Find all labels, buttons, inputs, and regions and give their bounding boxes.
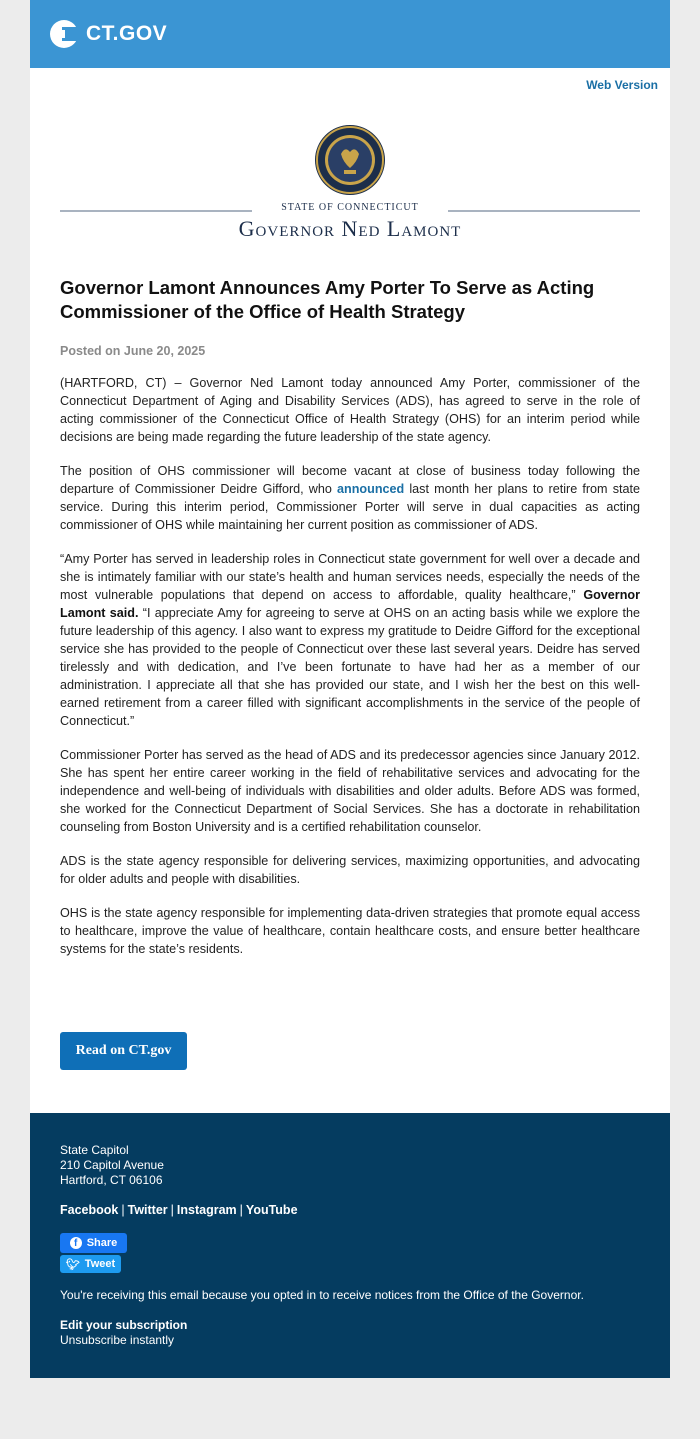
paragraph-1: (HARTFORD, CT) – Governor Ned Lamont today announced Amy Porter, commissioner of the Connecticut Department of Aging and Disability Services (ADS), has agreed to serve in the role of acting commissioner of the Connecticut Office of Health Strategy (OHS) for an interim period while decisions are being made regarding the future leadership of the state agency.: [60, 376, 640, 444]
banner-governor-name: Governor Ned Lamont: [238, 216, 462, 241]
posted-date: Posted on June 20, 2025: [60, 344, 206, 358]
banner-state-text: STATE OF CONNECTICUT: [281, 202, 419, 213]
ct-logo-text[interactable]: CT.GOV: [86, 22, 168, 45]
article-body: [60, 374, 640, 974]
facebook-icon: f: [70, 1237, 82, 1249]
tweet-button[interactable]: 🐦︎ Tweet: [60, 1255, 121, 1273]
unsubscribe-link[interactable]: Unsubscribe instantly: [60, 1333, 175, 1347]
opt-in-notice: You're receiving this email because you opted in to receive notices from the Office of the Governor.: [60, 1288, 584, 1302]
edit-subscription-link[interactable]: Edit your subscription: [60, 1318, 188, 1332]
paragraph-5: ADS is the state agency responsible for delivering services, maximizing opportunities, and advocating for older adults and people with disabilities.: [60, 854, 640, 886]
read-on-ctgov-button[interactable]: Read on CT.gov: [60, 1032, 187, 1070]
twitter-link[interactable]: Twitter: [127, 1203, 168, 1217]
email-container: [30, 0, 670, 1378]
web-version-link[interactable]: Web Version: [586, 78, 658, 92]
paragraph-4: Commissioner Porter has served as the head of ADS and its predecessor agencies since January 2012. She has spent her entire career working in the field of rehabilitative services and advocating for the independence and well-being of individuals with disabilities and older adults. Before ADS was formed, she worked for the Connecticut Department of Social Services. She has a doctorate in rehabilitation counseling from Boston University and is a certified rehabilitation counselor.: [60, 748, 640, 834]
address-block: State Capitol 210 Capitol Avenue Hartford, CT 06106: [60, 1143, 164, 1187]
governor-banner: [60, 202, 640, 242]
youtube-link[interactable]: YouTube: [245, 1203, 298, 1217]
quote-attribution: Governor Lamont said.: [60, 588, 640, 620]
announced-link[interactable]: announced: [337, 482, 405, 496]
facebook-link[interactable]: Facebook: [60, 1203, 119, 1217]
footer: [30, 1113, 670, 1378]
social-links: Facebook | Twitter | Instagram | YouTube: [60, 1203, 298, 1217]
twitter-bird-icon: 🐦︎: [65, 1258, 80, 1271]
paragraph-2: The position of OHS commissioner will become vacant at close of business today following the departure of Commissioner Deidre Gifford, who announced last month her plans to retire from state service. During this interim period, Commissioner Porter will serve in dual capacities as acting commissioner of OHS while maintaining her current position as commissioner of ADS.: [60, 464, 640, 532]
governor-seal-icon: [314, 124, 386, 196]
instagram-link[interactable]: Instagram: [176, 1203, 237, 1217]
facebook-share-button[interactable]: f Share: [60, 1233, 127, 1253]
article-content: [30, 68, 670, 1113]
ct-logo-icon[interactable]: [50, 20, 78, 48]
paragraph-3: “Amy Porter has served in leadership roles in Connecticut state government for well over a decade and she is intimately familiar with our state’s health and human services needs, especially the needs of the most vulnerable populations that depend on access to affordable, quality healthcare,” Governor Lamont said. “I appreciate Amy for agreeing to serve at OHS on an acting basis while we explore the future leadership of this agency. I also want to express my gratitude to Deidre Gifford for the exceptional service she has provided to the people of Connecticut over these last several years. Deidre has served tirelessly and with dedication, and I’ve been fortunate to have had her as a member of our administration. I appreciate all that she has provided our state, and I wish her the best on this well-earned retirement from a career filled with significant accomplishments in the service of the people of Connecticut.”: [60, 552, 641, 728]
paragraph-6: OHS is the state agency responsible for implementing data-driven strategies that promote equal access to healthcare, improve the value of healthcare, contain healthcare costs, and ensure better healthcare systems for the state’s residents.: [60, 906, 640, 956]
header-bar: [30, 0, 670, 68]
article-title: Governor Lamont Announces Amy Porter To Serve as Acting Commissioner of the Office of Health Strategy: [60, 277, 595, 322]
